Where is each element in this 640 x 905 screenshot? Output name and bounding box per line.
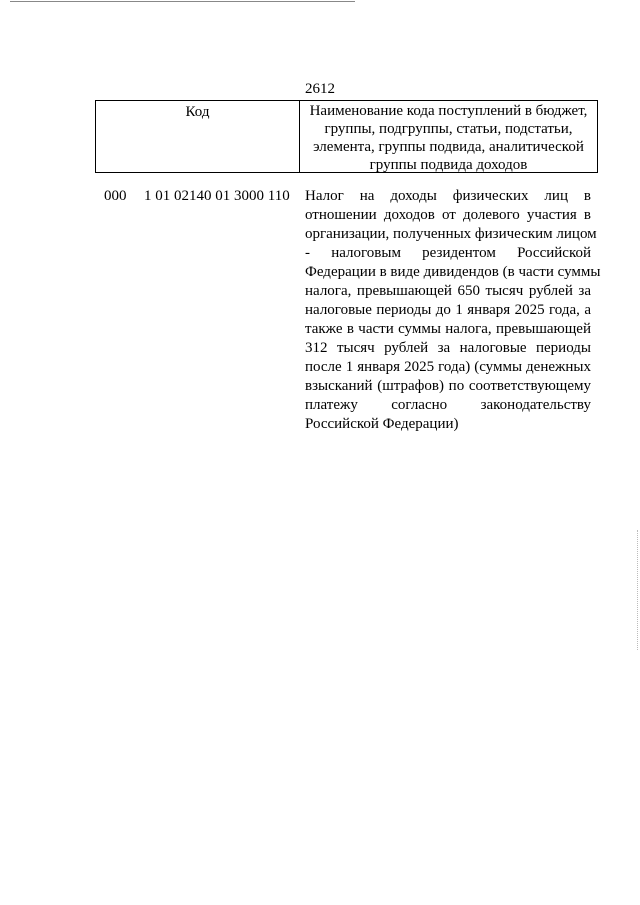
top-scan-rule [10, 1, 355, 2]
header-code-column: Код [96, 101, 300, 172]
header-name-column [300, 101, 597, 172]
description-line: - налоговым резидентом Российской [305, 245, 591, 261]
row-description [305, 187, 601, 434]
header-name-line: группы подвида доходов [369, 157, 528, 173]
header-name-line: группы, подгруппы, статьи, подстатьи, [324, 121, 573, 137]
row-admin-code: 000 [104, 188, 127, 204]
description-line: Российской Федерации) [305, 416, 459, 432]
description-line: отношении доходов от долевого участия в [305, 207, 591, 223]
description-line: налога, превышающей 650 тысяч рублей за [305, 283, 591, 299]
header-name-line: элемента, группы подвида, аналитической [313, 139, 584, 155]
description-line: организации, полученных физическим лицом [305, 226, 597, 242]
scan-edge-mark [637, 530, 638, 650]
row-kbk-code: 1 01 02140 01 3000 110 [144, 188, 290, 204]
description-line: налоговые периоды до 1 января 2025 года, а [305, 302, 591, 318]
description-line: после 1 января 2025 года) (суммы денежных [305, 359, 591, 375]
description-line: Федерации в виде дивидендов (в части суммы [305, 264, 601, 280]
page-number: 2612 [305, 81, 335, 97]
description-line: Налог на доходы физических лиц в [305, 188, 591, 204]
table-header [95, 100, 598, 173]
description-line: взысканий (штрафов) по соответствующему [305, 378, 591, 394]
description-line: платежу согласно законодательству [305, 397, 591, 413]
description-line: 312 тысяч рублей за налоговые периоды [305, 340, 591, 356]
header-name-line: Наименование кода поступлений в бюджет, [309, 103, 588, 119]
description-line: также в части суммы налога, превышающей [305, 321, 591, 337]
